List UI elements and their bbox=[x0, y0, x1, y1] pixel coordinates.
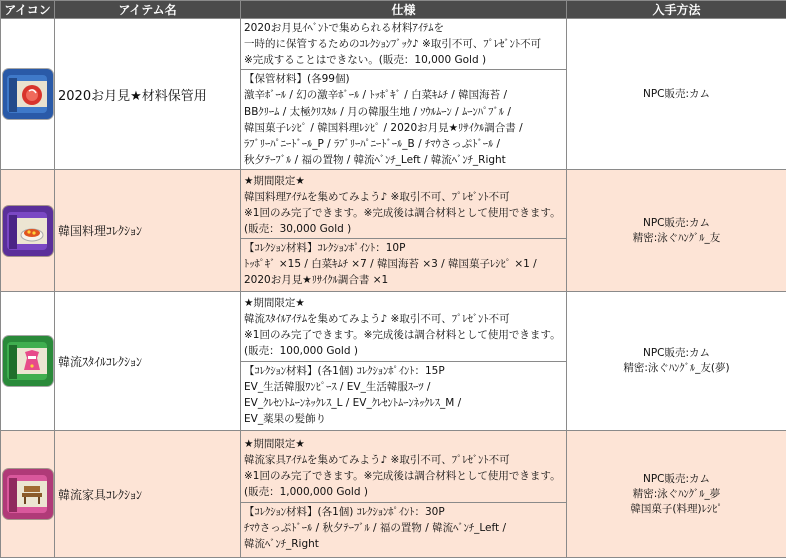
header-icon: アイコン bbox=[1, 1, 55, 19]
spec-line: ﾁﾏｳさっぷﾄﾞｰﾙ / 秋夕ﾃｰﾌﾞﾙ / 福の置物 / 韓流ﾍﾞﾝﾁ_Left / bbox=[244, 521, 507, 534]
item-name: 韓流ｽﾀｲﾙｺﾚｸｼｮﾝ bbox=[55, 292, 241, 431]
spec-line: 【ｺﾚｸｼｮﾝ材料】ｺﾚｸｼｮﾝﾎﾟｲﾝﾄ：10P bbox=[244, 242, 406, 255]
header-spec: 仕様 bbox=[241, 1, 567, 19]
book-purple-food-icon bbox=[3, 206, 53, 256]
spec-line: (販売：30,000 Gold ) bbox=[244, 222, 352, 235]
item-name: 韓流家具ｺﾚｸｼｮﾝ bbox=[55, 431, 241, 558]
acquisition-method bbox=[567, 170, 786, 292]
spec-line: 2020お月見ｲﾍﾞﾝﾄで集められる材料ｱｲﾃﾑを bbox=[244, 22, 444, 35]
spec-line: 【ｺﾚｸｼｮﾝ材料】(各1個) ｺﾚｸｼｮﾝﾎﾟｲﾝﾄ：30P bbox=[244, 505, 445, 518]
spec-line: 韓流家具ｱｲﾃﾑを集めてみよう♪ ※取引不可、ﾌﾟﾚｾﾞﾝﾄ不可 bbox=[244, 454, 510, 467]
book-pink-furniture-icon bbox=[3, 469, 53, 519]
method-line: 精密:泳ぐﾊﾝｸﾞﾙ_友 bbox=[632, 231, 721, 244]
spec-description bbox=[241, 294, 566, 360]
method-line: NPC販売:カム bbox=[642, 216, 711, 229]
header-name: アイテム名 bbox=[55, 1, 241, 19]
method-line: NPC販売:カム bbox=[642, 87, 711, 100]
spec-line: BBｸﾘｰﾑ / 太極ｸﾘｽﾀﾙ / 月の韓服生地 / ｿｳﾙﾑｰﾝ / ﾑｰﾝﾊﾟﾌﾞﾙ / bbox=[244, 105, 511, 118]
acquisition-method bbox=[567, 292, 786, 431]
spec-materials bbox=[241, 502, 566, 553]
table-row bbox=[1, 170, 786, 292]
spec-materials bbox=[241, 69, 566, 169]
spec-materials bbox=[241, 361, 566, 428]
table-row bbox=[1, 292, 786, 431]
spec-description bbox=[241, 172, 566, 238]
item-name: 韓国料理ｺﾚｸｼｮﾝ bbox=[55, 170, 241, 292]
spec-line: 2020お月見★ﾘｻｲｸﾙ調合書 ×1 bbox=[244, 274, 389, 287]
spec-line: 韓国菓子ﾚｼﾋﾟ / 韓国料理ﾚｼﾋﾟ / 2020お月見★ﾘｻｲｸﾙ調合書 / bbox=[244, 121, 523, 134]
method-line: 精密:泳ぐﾊﾝｸﾞﾙ_友(夢) bbox=[623, 362, 730, 374]
spec-line: ﾄｯﾎﾟｷﾞ ×15 / 白菜ｷﾑﾁ ×7 / 韓国海苔 ×3 / 韓国菓子ﾚｼﾋﾟ ×1 / bbox=[244, 258, 537, 271]
spec-line: 【保管材料】(各99個) bbox=[244, 73, 350, 86]
spec-materials bbox=[241, 238, 566, 289]
spec-description bbox=[241, 19, 566, 69]
method-line: NPC販売:カム bbox=[642, 347, 711, 359]
acquisition-method bbox=[567, 431, 786, 558]
spec-line: EV_生活韓服ﾜﾝﾋﾟｰｽ / EV_生活韓服ｽｰﾂ / bbox=[244, 380, 431, 393]
table-row bbox=[1, 19, 786, 170]
header-method: 入手方法 bbox=[567, 1, 786, 19]
spec-line: ﾗﾌﾞﾘｰﾊﾟﾆｰﾄﾞｰﾙ_P / ﾗﾌﾞﾘｰﾊﾟﾆｰﾄﾞｰﾙ_B / ﾁﾏｳさっぷﾄﾞｰﾙ / bbox=[244, 137, 501, 150]
method-line: 精密:泳ぐﾊﾝｸﾞﾙ_夢 bbox=[632, 487, 721, 500]
method-line: 韓国菓子(料理)ﾚｼﾋﾟ bbox=[630, 502, 723, 515]
spec-line: (販売：1,000,000 Gold ) bbox=[244, 486, 368, 499]
spec-line: 韓国料理ｱｲﾃﾑを集めてみよう♪ ※取引不可、ﾌﾟﾚｾﾞﾝﾄ不可 bbox=[244, 190, 510, 203]
method-line: NPC販売:カム bbox=[642, 472, 711, 485]
spec-line: ※1回のみ完了できます。※完成後は調合材料として使用できます。 bbox=[244, 329, 561, 342]
spec-line: ★期間限定★ bbox=[244, 297, 305, 310]
spec-line: ★期間限定★ bbox=[244, 174, 305, 187]
item-name: 2020お月見★材料保管用 bbox=[55, 19, 241, 170]
spec-line: EV_薬果の髪飾り bbox=[244, 412, 327, 425]
spec-line: 激辛ﾎﾞｰﾙ / 幻の激辛ﾎﾞｰﾙ / ﾄｯﾎﾟｷﾞ / 白菜ｷﾑﾁ / 韓国海苔 / bbox=[244, 89, 507, 102]
spec-line: ※1回のみ完了できます。※完成後は調合材料として使用できます。 bbox=[244, 206, 561, 219]
spec-line: 韓流ﾍﾞﾝﾁ_Right bbox=[244, 537, 319, 550]
spec-description bbox=[241, 435, 566, 501]
header-row bbox=[1, 1, 786, 19]
spec-line: (販売：100,000 Gold ) bbox=[244, 345, 358, 358]
spec-line: ※1回のみ完了できます。※完成後は調合材料として使用できます。 bbox=[244, 470, 561, 483]
spec-line: 韓流ｽﾀｲﾙｱｲﾃﾑを集めてみよう♪ ※取引不可、ﾌﾟﾚｾﾞﾝﾄ不可 bbox=[244, 313, 510, 326]
spec-line: EV_ｸﾚｾﾝﾄﾑｰﾝﾈｯｸﾚｽ_L / EV_ｸﾚｾﾝﾄﾑｰﾝﾈｯｸﾚｽ_M / bbox=[244, 396, 462, 409]
table-row bbox=[1, 431, 786, 558]
spec-line: 秋夕ﾃｰﾌﾞﾙ / 福の置物 / 韓流ﾍﾞﾝﾁ_Left / 韓流ﾍﾞﾝﾁ_Right bbox=[244, 153, 506, 166]
spec-line: ※完成することはできない。(販売：10,000 Gold ) bbox=[244, 54, 487, 67]
spec-line: 【ｺﾚｸｼｮﾝ材料】(各1個) ｺﾚｸｼｮﾝﾎﾟｲﾝﾄ：15P bbox=[244, 364, 445, 377]
spec-line: ★期間限定★ bbox=[244, 438, 305, 451]
spec-line: 一時的に保管するためのｺﾚｸｼｮﾝﾌﾞｯｸ♪ ※取引不可、ﾌﾟﾚｾﾞﾝﾄ不可 bbox=[244, 38, 542, 51]
book-green-clothes-icon bbox=[3, 336, 53, 386]
acquisition-method bbox=[567, 19, 786, 170]
book-red-moon-icon bbox=[3, 69, 53, 119]
